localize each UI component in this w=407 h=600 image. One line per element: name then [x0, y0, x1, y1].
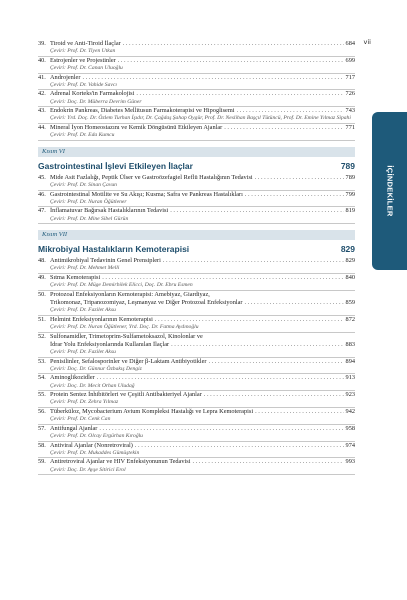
- chapter-number: 59.: [38, 458, 46, 466]
- toc-entry: [38, 207, 355, 224]
- chapter-title: Antiretroviral Ajanlar ve HIV Enfeksiyonunun Tedavisi: [50, 458, 191, 466]
- chapter-page: 684: [345, 40, 355, 47]
- toc-entry: [38, 191, 355, 208]
- chapter-page: 974: [345, 441, 355, 449]
- toc-entry-line: [38, 341, 355, 349]
- chapter-page: 726: [345, 90, 355, 98]
- toc-entry: [38, 107, 355, 124]
- toc-entry: [38, 374, 355, 391]
- toc-entry: [38, 257, 355, 274]
- chapter-number: 40.: [38, 56, 46, 64]
- translator-credit: Çeviri: Prof. Dr. Zehra Yılmaz: [50, 399, 119, 406]
- toc-entry-line: [38, 408, 355, 416]
- chapter-number: 56.: [38, 407, 46, 415]
- chapter-page: 840: [345, 273, 355, 281]
- dot-leader: [82, 74, 343, 82]
- chapter-page: 771: [345, 123, 355, 131]
- toc-entry-line: [38, 458, 355, 466]
- chapter-page: 958: [345, 424, 355, 432]
- chapter-number: 51.: [38, 315, 46, 323]
- toc-entry: [38, 408, 355, 425]
- chapter-number: 48.: [38, 257, 46, 265]
- chapter-title: Helmint Enfeksiyonlarının Kemoterapisi: [50, 315, 153, 323]
- chapter-number: 54.: [38, 374, 46, 382]
- toc-group-endocrine: [38, 40, 355, 141]
- dot-leader: [224, 124, 343, 132]
- chapter-title: Protozoal Enfeksiyonların Kemoterapisi: Amebiyaz, Giardiyaz,: [50, 290, 210, 298]
- section-title: Gastrointestinal İşlevi Etkileyen İlaçlar: [38, 160, 193, 171]
- chapter-page: 789: [345, 173, 355, 181]
- toc-content: [38, 40, 355, 475]
- toc-entry-line: [38, 333, 355, 341]
- dot-leader: [163, 257, 344, 265]
- toc-entry: [38, 174, 355, 191]
- chapter-title: Mineral İyon Homeostazını ve Kemik Döngüsünü Etkileyen Ajanlar: [50, 123, 223, 131]
- toc-entry-line: [38, 74, 355, 82]
- chapter-page: 993: [345, 458, 355, 466]
- toc-entry-line: [38, 291, 355, 299]
- part-label: Kısım VII: [38, 230, 355, 240]
- toc-group-microbial: [38, 257, 355, 475]
- translator-credit: Çeviri: Doç. Dr. Günnur Özbakış Dengiz: [50, 365, 142, 372]
- chapter-title: Antiviral Ajanlar (Nonretroviral): [50, 441, 133, 449]
- dot-leader: [135, 442, 344, 450]
- chapter-title: Mide Asit Fazlalığı, Peptik Ülser ve Gastroözefagiel Reflü Hastalığının Tedavisi: [50, 173, 253, 181]
- chapter-page: 743: [345, 107, 355, 115]
- dot-leader: [123, 40, 344, 48]
- chapter-number: 49.: [38, 273, 46, 281]
- translator-credit: Çeviri: Prof. Dr. Vahide Savcı: [50, 81, 117, 88]
- translator-credit: Çeviri: Prof. Dr. Nuran Öğütlener: [50, 198, 127, 205]
- dot-leader: [209, 358, 344, 366]
- section-title: Mikrobiyal Hastalıkların Kemoterapisi: [38, 244, 190, 255]
- toc-entry-line: [38, 40, 355, 48]
- chapter-title: Androjenler: [50, 73, 81, 81]
- toc-entry: [38, 74, 355, 91]
- toc-entry: [38, 316, 355, 333]
- chapter-title: Antifungal Ajanlar: [50, 424, 98, 432]
- chapter-page: 819: [345, 207, 355, 215]
- chapter-title: Endokrin Pankreas, Diabetes Mellitusun Farmakoterapisi ve Hipoglisemi: [50, 107, 235, 115]
- translator-credit: Çeviri: Prof. Dr. Eda Kumcu: [50, 132, 115, 139]
- toc-entry-line: [38, 90, 355, 98]
- chapter-page: 942: [345, 407, 355, 415]
- translator-credit: Çeviri: Doç. Dr. Müberra Devrim Güner: [50, 98, 142, 105]
- chapter-title: Penisilinler, Sefalosporinler ve Diğer β-Laktam Antibiyotikler: [50, 357, 207, 365]
- translator-credit: Çeviri: Prof. Dr. Tiyen Utkan: [50, 48, 116, 55]
- toc-entry-line: [38, 57, 355, 65]
- section-page: 789: [340, 160, 355, 171]
- translator-credit: Çeviri: Prof. Dr. Fazilet Aksu: [50, 307, 116, 314]
- toc-entry: [38, 274, 355, 291]
- chapter-number: 39.: [38, 40, 46, 47]
- dot-leader: [204, 391, 344, 399]
- dot-leader: [102, 274, 343, 282]
- dot-leader: [155, 316, 344, 324]
- dot-leader: [99, 425, 343, 433]
- toc-group-gastrointestinal: [38, 174, 355, 224]
- translator-credit: Çeviri: Prof. Dr. Mine Sibel Gürün: [50, 215, 129, 222]
- translator-credit: Çeviri: Prof. Dr. Nuran Öğütlener, Yrd. Doç. Dr. Fatma Aydınoğlu: [50, 323, 199, 330]
- chapter-title: Tiroid ve Anti-Tiroid İlaçlar: [50, 40, 121, 47]
- chapter-page: 883: [345, 340, 355, 348]
- chapter-title: Sulfonamidler, Trimetoprim-Sulfametoksazol, Kinolonlar ve: [50, 332, 203, 340]
- toc-entry: [38, 124, 355, 141]
- chapter-page: 923: [345, 391, 355, 399]
- toc-entry: [38, 57, 355, 74]
- chapter-title: Protein Sentez İnhibitörleri ve Çeşitli Antibakteriyel Ajanlar: [50, 391, 202, 399]
- translator-credit: Çeviri: Doç. Dr. Mecit Orhan Uludağ: [50, 382, 135, 389]
- chapter-title: Adrenal Korteks'in Farmakolojisi: [50, 90, 135, 98]
- toc-entry-line: [38, 316, 355, 324]
- entry-divider: [38, 474, 355, 475]
- chapter-number: 53.: [38, 357, 46, 365]
- chapter-title: Tüberküloz, Mycobacterium Avium Kompleksi Hastalığı ve Lepra Kemoterapisi: [50, 407, 254, 415]
- dot-leader: [136, 90, 343, 98]
- toc-entry-line: [38, 207, 355, 215]
- translator-credit: Çeviri: Prof. Dr. Fazilet Aksu: [50, 348, 116, 355]
- entry-divider: [38, 223, 355, 224]
- toc-entry-line: [38, 299, 355, 307]
- toc-entry-line: [38, 274, 355, 282]
- chapter-title-continued: Trikomonaz, Tripanozomiyaz, Leşmanyaz ve Diğer Protozoal Enfeksiyonlar: [50, 298, 243, 306]
- entry-divider: [38, 140, 355, 141]
- toc-entry-line: [38, 124, 355, 132]
- translator-credit: Çeviri: Prof. Dr. Sinan Çavun: [50, 181, 117, 188]
- toc-entry: [38, 458, 355, 475]
- toc-entry: [38, 291, 355, 316]
- toc-entry-line: [38, 358, 355, 366]
- toc-entry: [38, 391, 355, 408]
- dot-leader: [171, 341, 343, 349]
- toc-entry: [38, 358, 355, 375]
- toc-entry-line: [38, 442, 355, 450]
- translator-credit: Çeviri: Yrd. Doç. Dr. Özlem Turhan İşıdır, Dr. Çağdaş Şahap Oygür, Prof. Dr. Neslihan Başçıl Tütüncü, Prof. Dr. Emine Yılmaz Sipahi: [50, 115, 351, 122]
- chapter-number: 58.: [38, 441, 46, 449]
- chapter-number: 46.: [38, 190, 46, 198]
- dot-leader: [255, 408, 343, 416]
- translator-credit: Çeviri: Prof. Dr. Olcay Ergürhan Kıroğlu: [50, 432, 143, 439]
- chapter-page: 699: [345, 56, 355, 64]
- chapter-number: 50.: [38, 290, 46, 298]
- chapter-page: 829: [345, 257, 355, 265]
- chapter-number: 44.: [38, 123, 46, 131]
- translator-credit: Çeviri: Prof. Dr. Müge Demirbilek Elicci, Doç. Dr. Ebru Esmen: [50, 282, 193, 289]
- toc-entry: [38, 40, 355, 57]
- part-label: Kısım VI: [38, 147, 355, 157]
- section-heading: [38, 244, 355, 254]
- toc-entry-line: [38, 191, 355, 199]
- dot-leader: [255, 174, 344, 182]
- chapter-number: 57.: [38, 424, 46, 432]
- translator-credit: Çeviri: Doç. Dr. Ayşe Sitirici Erol: [50, 466, 126, 473]
- toc-entry-line: [38, 174, 355, 182]
- dot-leader: [244, 299, 343, 307]
- dot-leader: [118, 57, 344, 65]
- chapter-title: Sıtma Kemoterapisi: [50, 273, 101, 281]
- side-tab-label: İÇİNDEKİLER: [385, 165, 394, 217]
- chapter-page: 872: [345, 315, 355, 323]
- chapter-number: 52.: [38, 332, 46, 340]
- dot-leader: [170, 207, 343, 215]
- section-heading: [38, 161, 355, 171]
- chapter-title-continued: İdrar Yolu Enfeksiyonlarında Kullanılan İlaçlar: [50, 340, 170, 348]
- toc-entry-line: [38, 425, 355, 433]
- chapter-page: 717: [345, 73, 355, 81]
- chapter-title: Aminoglikozidler: [50, 374, 95, 382]
- chapter-page: 799: [345, 190, 355, 198]
- chapter-number: 42.: [38, 90, 46, 98]
- chapter-title: Estrojenler ve Projestinler: [50, 56, 116, 64]
- chapter-number: 41.: [38, 73, 46, 81]
- chapter-page: 859: [345, 298, 355, 306]
- chapter-page: 894: [345, 357, 355, 365]
- dot-leader: [245, 191, 344, 199]
- translator-credit: Çeviri: Prof. Dr. Canan Uluoğlu: [50, 65, 123, 71]
- translator-credit: Çeviri: Prof. Dr. Mukaddes Gümüştekin: [50, 449, 140, 456]
- side-tab: [372, 112, 407, 270]
- chapter-number: 43.: [38, 107, 46, 115]
- chapter-number: 55.: [38, 391, 46, 399]
- toc-entry: [38, 442, 355, 459]
- page-number: vii: [363, 38, 371, 46]
- chapter-page: 913: [345, 374, 355, 382]
- translator-credit: Çeviri: Prof. Dr. Cenk Can: [50, 416, 111, 423]
- chapter-title: Antimikrobiyal Tedavinin Genel Prensipleri: [50, 257, 161, 265]
- chapter-title: İnflamatuvar Bağırsak Hastalıklarının Tedavisi: [50, 207, 169, 215]
- chapter-title: Gastrointestinal Motilite ve Su Akışı; Kusma; Safra ve Pankreas Hastalıkları: [50, 190, 243, 198]
- toc-entry: [38, 425, 355, 442]
- dot-leader: [192, 458, 343, 466]
- chapter-number: 47.: [38, 207, 46, 215]
- toc-entry: [38, 333, 355, 358]
- chapter-number: 45.: [38, 173, 46, 181]
- section-page: 829: [340, 244, 355, 255]
- toc-entry-line: [38, 374, 355, 382]
- dot-leader: [97, 374, 344, 382]
- toc-entry: [38, 90, 355, 107]
- translator-credit: Çeviri: Prof. Dr. Mehmet Melli: [50, 265, 120, 272]
